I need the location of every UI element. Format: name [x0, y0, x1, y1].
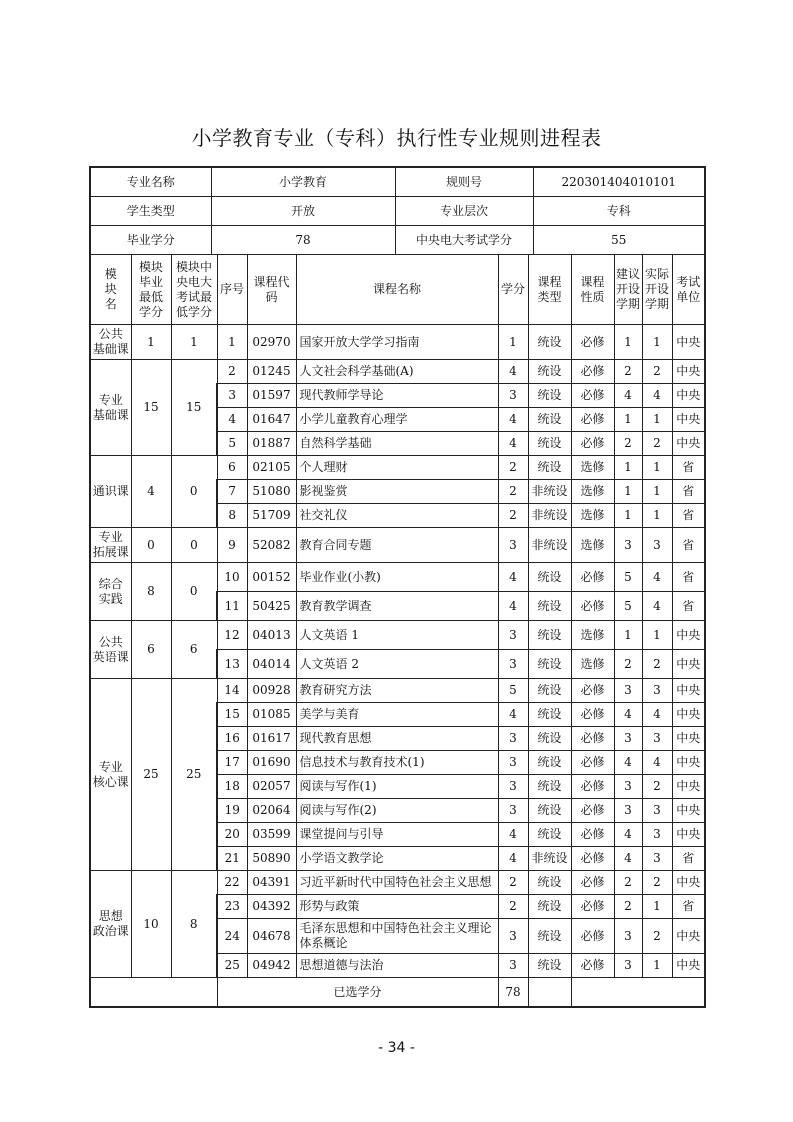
course-credit: 3 [498, 919, 528, 954]
course-seq: 24 [217, 919, 247, 954]
course-exam: 中央 [672, 432, 705, 456]
course-suggest: 3 [614, 727, 642, 751]
course-name: 自然科学基础 [296, 432, 498, 456]
module-central-credit: 15 [171, 360, 217, 456]
course-code: 02057 [247, 775, 296, 799]
course-type: 非统设 [528, 480, 571, 504]
course-name: 小学语文教学论 [296, 847, 498, 871]
course-credit: 4 [498, 360, 528, 384]
course-credit: 3 [498, 384, 528, 408]
course-actual: 1 [642, 954, 672, 978]
course-name: 人文英语 1 [296, 621, 498, 650]
course-suggest: 4 [614, 751, 642, 775]
course-exam: 省 [672, 895, 705, 919]
course-actual: 3 [642, 528, 672, 563]
rule-no-label: 规则号 [395, 167, 533, 197]
course-exam: 中央 [672, 954, 705, 978]
course-nature: 选修 [571, 650, 614, 679]
course-seq: 1 [217, 325, 247, 360]
course-suggest: 4 [614, 384, 642, 408]
course-type: 统设 [528, 799, 571, 823]
course-name: 阅读与写作(1) [296, 775, 498, 799]
course-exam: 中央 [672, 751, 705, 775]
course-seq: 19 [217, 799, 247, 823]
course-code: 01647 [247, 408, 296, 432]
course-name: 形势与政策 [296, 895, 498, 919]
module-name: 通识课 [90, 456, 131, 528]
course-code: 04013 [247, 621, 296, 650]
course-code: 50890 [247, 847, 296, 871]
course-type: 统设 [528, 408, 571, 432]
page-number: - 34 - [378, 1040, 415, 1056]
module-name: 专业 核心课 [90, 679, 131, 871]
info-table [89, 166, 706, 255]
course-suggest: 5 [614, 592, 642, 621]
table-row [90, 360, 705, 384]
course-name: 个人理财 [296, 456, 498, 480]
course-seq: 4 [217, 408, 247, 432]
course-code: 02970 [247, 325, 296, 360]
course-exam: 省 [672, 456, 705, 480]
course-nature: 必修 [571, 823, 614, 847]
course-actual: 4 [642, 592, 672, 621]
course-suggest: 2 [614, 895, 642, 919]
course-seq: 15 [217, 703, 247, 727]
course-name: 教育教学调查 [296, 592, 498, 621]
course-actual: 1 [642, 895, 672, 919]
course-exam: 中央 [672, 325, 705, 360]
major-name-label: 专业名称 [90, 167, 211, 197]
course-name: 小学儿童教育心理学 [296, 408, 498, 432]
course-name: 信息技术与教育技术(1) [296, 751, 498, 775]
course-type: 统设 [528, 895, 571, 919]
course-credit: 4 [498, 563, 528, 592]
central-exam-label: 中央电大考试学分 [395, 226, 533, 255]
header-module: 模 块 名 [90, 255, 131, 325]
course-name: 国家开放大学学习指南 [296, 325, 498, 360]
course-exam: 省 [672, 563, 705, 592]
course-credit: 3 [498, 954, 528, 978]
table-row [90, 528, 705, 563]
student-type-label: 学生类型 [90, 197, 211, 226]
module-min-credit: 0 [131, 528, 171, 563]
module-central-credit: 8 [171, 871, 217, 978]
course-seq: 13 [217, 650, 247, 679]
course-actual: 1 [642, 408, 672, 432]
total-blank-mid [528, 978, 571, 1008]
course-suggest: 1 [614, 408, 642, 432]
course-credit: 2 [498, 456, 528, 480]
course-credit: 3 [498, 799, 528, 823]
course-type: 统设 [528, 703, 571, 727]
course-suggest: 3 [614, 799, 642, 823]
course-credit: 2 [498, 895, 528, 919]
course-nature: 必修 [571, 432, 614, 456]
course-exam: 中央 [672, 679, 705, 703]
course-code: 02105 [247, 456, 296, 480]
table-row [90, 563, 705, 592]
course-nature: 选修 [571, 456, 614, 480]
course-actual: 2 [642, 775, 672, 799]
course-seq: 2 [217, 360, 247, 384]
course-exam: 中央 [672, 727, 705, 751]
course-type: 统设 [528, 592, 571, 621]
module-central-credit: 25 [171, 679, 217, 871]
header-code: 课程代 码 [247, 255, 296, 325]
course-actual: 1 [642, 456, 672, 480]
module-name: 专业 基础课 [90, 360, 131, 456]
course-credit: 4 [498, 432, 528, 456]
course-nature: 必修 [571, 775, 614, 799]
course-credit: 3 [498, 528, 528, 563]
course-nature: 选修 [571, 621, 614, 650]
course-credit: 4 [498, 823, 528, 847]
course-suggest: 3 [614, 954, 642, 978]
course-name: 毕业作业(小教) [296, 563, 498, 592]
course-seq: 25 [217, 954, 247, 978]
course-credit: 2 [498, 504, 528, 528]
course-seq: 10 [217, 563, 247, 592]
course-code: 04942 [247, 954, 296, 978]
level-label: 专业层次 [395, 197, 533, 226]
page-title: 小学教育专业（专科）执行性专业规则进程表 [191, 126, 602, 150]
rule-no-value: 220301404010101 [533, 167, 705, 197]
header-suggest: 建议 开设 学期 [614, 255, 642, 325]
course-suggest: 3 [614, 528, 642, 563]
course-nature: 必修 [571, 871, 614, 895]
header-nature: 课程 性质 [571, 255, 614, 325]
course-suggest: 5 [614, 563, 642, 592]
course-seq: 5 [217, 432, 247, 456]
module-min-credit: 1 [131, 325, 171, 360]
course-seq: 7 [217, 480, 247, 504]
course-suggest: 3 [614, 775, 642, 799]
course-credit: 3 [498, 650, 528, 679]
program-schedule [89, 166, 704, 1008]
table-row [90, 325, 705, 360]
module-central-credit: 0 [171, 528, 217, 563]
course-credit: 4 [498, 592, 528, 621]
course-exam: 中央 [672, 871, 705, 895]
module-central-credit: 0 [171, 563, 217, 621]
course-actual: 4 [642, 751, 672, 775]
course-nature: 必修 [571, 563, 614, 592]
module-min-credit: 25 [131, 679, 171, 871]
module-min-credit: 4 [131, 456, 171, 528]
header-type: 课程 类型 [528, 255, 571, 325]
course-code: 04014 [247, 650, 296, 679]
course-type: 统设 [528, 679, 571, 703]
course-actual: 3 [642, 823, 672, 847]
course-suggest: 1 [614, 504, 642, 528]
course-code: 00928 [247, 679, 296, 703]
course-suggest: 1 [614, 456, 642, 480]
course-type: 统设 [528, 432, 571, 456]
course-nature: 必修 [571, 799, 614, 823]
course-nature: 必修 [571, 325, 614, 360]
module-central-credit: 6 [171, 621, 217, 679]
course-credit: 4 [498, 847, 528, 871]
course-suggest: 2 [614, 360, 642, 384]
course-suggest: 1 [614, 325, 642, 360]
course-exam: 省 [672, 504, 705, 528]
course-seq: 9 [217, 528, 247, 563]
total-value: 78 [498, 978, 528, 1008]
table-header-row [90, 255, 705, 325]
course-name: 教育合同专题 [296, 528, 498, 563]
course-type: 统设 [528, 751, 571, 775]
total-label: 已选学分 [217, 978, 498, 1008]
course-code: 03599 [247, 823, 296, 847]
grad-credit-value: 78 [211, 226, 395, 255]
course-code: 01690 [247, 751, 296, 775]
module-central-credit: 1 [171, 325, 217, 360]
course-actual: 1 [642, 504, 672, 528]
course-credit: 2 [498, 871, 528, 895]
course-code: 02064 [247, 799, 296, 823]
course-credit: 4 [498, 408, 528, 432]
total-blank-left [90, 978, 217, 1008]
course-name: 阅读与写作(2) [296, 799, 498, 823]
course-type: 统设 [528, 775, 571, 799]
course-exam: 省 [672, 592, 705, 621]
course-suggest: 2 [614, 650, 642, 679]
module-min-credit: 15 [131, 360, 171, 456]
course-type: 统设 [528, 919, 571, 954]
course-name: 影视鉴赏 [296, 480, 498, 504]
course-actual: 1 [642, 621, 672, 650]
course-actual: 2 [642, 432, 672, 456]
course-code: 52082 [247, 528, 296, 563]
course-suggest: 4 [614, 703, 642, 727]
course-actual: 3 [642, 727, 672, 751]
course-credit: 3 [498, 727, 528, 751]
header-module-central-min: 模块中 央电大 考试最 低学分 [171, 255, 217, 325]
total-blank-right [571, 978, 705, 1008]
course-name: 毛泽东思想和中国特色社会主义理论体系概论 [296, 919, 498, 954]
course-code: 01085 [247, 703, 296, 727]
course-type: 统设 [528, 360, 571, 384]
course-nature: 必修 [571, 751, 614, 775]
table-row [90, 456, 705, 480]
course-nature: 必修 [571, 954, 614, 978]
student-type-value: 开放 [211, 197, 395, 226]
course-type: 统设 [528, 650, 571, 679]
course-exam: 中央 [672, 799, 705, 823]
course-code: 04678 [247, 919, 296, 954]
header-credit: 学分 [498, 255, 528, 325]
course-credit: 3 [498, 751, 528, 775]
course-name: 思想道德与法治 [296, 954, 498, 978]
course-exam: 省 [672, 480, 705, 504]
course-table [89, 254, 706, 1008]
course-code: 51709 [247, 504, 296, 528]
course-nature: 必修 [571, 592, 614, 621]
module-central-credit: 0 [171, 456, 217, 528]
module-min-credit: 6 [131, 621, 171, 679]
course-credit: 5 [498, 679, 528, 703]
course-actual: 1 [642, 325, 672, 360]
course-name: 人文社会科学基础(A) [296, 360, 498, 384]
course-exam: 中央 [672, 823, 705, 847]
course-credit: 3 [498, 621, 528, 650]
course-name: 人文英语 2 [296, 650, 498, 679]
module-min-credit: 8 [131, 563, 171, 621]
header-actual: 实际 开设 学期 [642, 255, 672, 325]
course-suggest: 1 [614, 480, 642, 504]
table-row [90, 871, 705, 895]
grad-credit-label: 毕业学分 [90, 226, 211, 255]
course-nature: 必修 [571, 895, 614, 919]
course-nature: 必修 [571, 360, 614, 384]
course-credit: 4 [498, 703, 528, 727]
course-type: 统设 [528, 871, 571, 895]
course-seq: 20 [217, 823, 247, 847]
course-exam: 中央 [672, 650, 705, 679]
course-code: 50425 [247, 592, 296, 621]
course-type: 统设 [528, 727, 571, 751]
course-credit: 3 [498, 775, 528, 799]
course-actual: 2 [642, 871, 672, 895]
course-seq: 21 [217, 847, 247, 871]
course-type: 非统设 [528, 847, 571, 871]
course-exam: 中央 [672, 408, 705, 432]
course-code: 00152 [247, 563, 296, 592]
course-exam: 中央 [672, 919, 705, 954]
course-actual: 2 [642, 650, 672, 679]
course-code: 01597 [247, 384, 296, 408]
course-name: 美学与美育 [296, 703, 498, 727]
course-actual: 4 [642, 563, 672, 592]
table-row [90, 679, 705, 703]
course-name: 社交礼仪 [296, 504, 498, 528]
course-code: 04391 [247, 871, 296, 895]
module-name: 公共 基础课 [90, 325, 131, 360]
central-exam-value: 55 [533, 226, 705, 255]
course-type: 统设 [528, 384, 571, 408]
course-exam: 中央 [672, 621, 705, 650]
course-code: 04392 [247, 895, 296, 919]
course-exam: 中央 [672, 703, 705, 727]
course-suggest: 2 [614, 432, 642, 456]
course-nature: 必修 [571, 727, 614, 751]
course-seq: 22 [217, 871, 247, 895]
course-actual: 4 [642, 384, 672, 408]
course-code: 01887 [247, 432, 296, 456]
course-exam: 中央 [672, 360, 705, 384]
course-actual: 2 [642, 360, 672, 384]
major-name-value: 小学教育 [211, 167, 395, 197]
course-type: 非统设 [528, 528, 571, 563]
course-actual: 4 [642, 703, 672, 727]
course-nature: 必修 [571, 919, 614, 954]
course-nature: 必修 [571, 679, 614, 703]
course-name: 教育研究方法 [296, 679, 498, 703]
module-min-credit: 10 [131, 871, 171, 978]
course-suggest: 3 [614, 919, 642, 954]
course-credit: 1 [498, 325, 528, 360]
course-exam: 中央 [672, 775, 705, 799]
course-actual: 1 [642, 480, 672, 504]
course-exam: 省 [672, 847, 705, 871]
header-module-min: 模块 毕业 最低 学分 [131, 255, 171, 325]
course-seq: 3 [217, 384, 247, 408]
course-seq: 11 [217, 592, 247, 621]
course-name: 现代教育思想 [296, 727, 498, 751]
course-name: 习近平新时代中国特色社会主义思想 [296, 871, 498, 895]
course-nature: 必修 [571, 847, 614, 871]
table-row [90, 621, 705, 650]
module-name: 思想 政治课 [90, 871, 131, 978]
header-name: 课程名称 [296, 255, 498, 325]
course-actual: 3 [642, 847, 672, 871]
header-seq: 序号 [217, 255, 247, 325]
course-exam: 省 [672, 528, 705, 563]
level-value: 专科 [533, 197, 705, 226]
course-suggest: 1 [614, 621, 642, 650]
header-exam: 考试 单位 [672, 255, 705, 325]
module-name: 综合 实践 [90, 563, 131, 621]
course-suggest: 4 [614, 823, 642, 847]
course-type: 统设 [528, 456, 571, 480]
course-name: 现代教师学导论 [296, 384, 498, 408]
course-seq: 23 [217, 895, 247, 919]
course-type: 统设 [528, 325, 571, 360]
course-type: 统设 [528, 563, 571, 592]
total-row [90, 978, 705, 1008]
course-type: 非统设 [528, 504, 571, 528]
course-nature: 必修 [571, 408, 614, 432]
course-code: 01617 [247, 727, 296, 751]
course-type: 统设 [528, 823, 571, 847]
course-code: 01245 [247, 360, 296, 384]
course-actual: 2 [642, 919, 672, 954]
course-code: 51080 [247, 480, 296, 504]
course-exam: 中央 [672, 384, 705, 408]
module-name: 公共 英语课 [90, 621, 131, 679]
course-name: 课堂提问与引导 [296, 823, 498, 847]
course-type: 统设 [528, 954, 571, 978]
course-type: 统设 [528, 621, 571, 650]
course-nature: 选修 [571, 480, 614, 504]
course-seq: 6 [217, 456, 247, 480]
module-name: 专业 拓展课 [90, 528, 131, 563]
course-seq: 16 [217, 727, 247, 751]
course-nature: 选修 [571, 504, 614, 528]
course-actual: 3 [642, 679, 672, 703]
course-seq: 17 [217, 751, 247, 775]
course-nature: 必修 [571, 703, 614, 727]
course-seq: 8 [217, 504, 247, 528]
course-actual: 3 [642, 799, 672, 823]
course-seq: 18 [217, 775, 247, 799]
course-suggest: 3 [614, 679, 642, 703]
course-credit: 2 [498, 480, 528, 504]
course-suggest: 4 [614, 847, 642, 871]
course-nature: 选修 [571, 528, 614, 563]
course-seq: 14 [217, 679, 247, 703]
course-seq: 12 [217, 621, 247, 650]
course-suggest: 2 [614, 871, 642, 895]
course-nature: 必修 [571, 384, 614, 408]
